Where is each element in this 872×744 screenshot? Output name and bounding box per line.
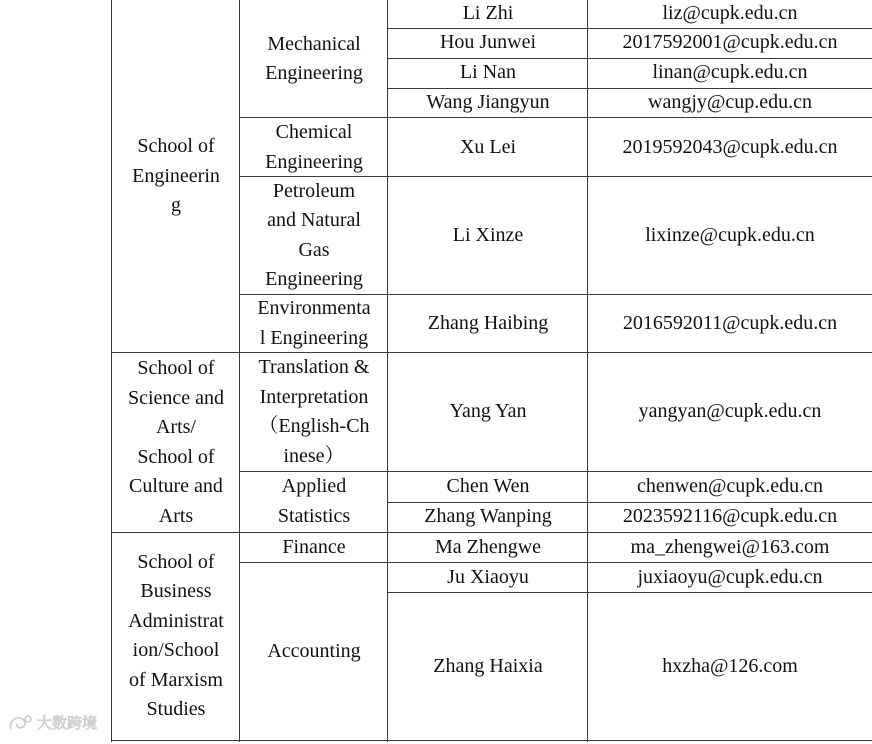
contact-name-cell: Chen Wen: [446, 474, 530, 497]
major-cell: Finance: [282, 535, 346, 558]
grid-line: [239, 0, 240, 742]
grid-line: [387, 0, 388, 742]
email-cell: liz@cupk.edu.cn: [662, 2, 798, 25]
major-cell: Petroleum and Natural Gas Engineering: [265, 179, 363, 290]
contact-name-cell: Li Nan: [459, 61, 517, 84]
grid-line: [587, 0, 588, 742]
grid-line: [388, 88, 872, 89]
grid-line: [240, 562, 872, 563]
major-cell: Environmenta l Engineering: [257, 297, 371, 349]
grid-line: [388, 58, 872, 59]
watermark: [8, 712, 97, 733]
email-cell: chenwen@cupk.edu.cn: [636, 474, 824, 497]
grid-line: [112, 352, 872, 353]
email-cell: ma_zhengwei@163.com: [630, 535, 830, 558]
grid-line: [111, 0, 112, 742]
logo-icon: [8, 714, 34, 732]
contact-name-cell: Zhang Haibing: [427, 311, 549, 334]
grid-line: [240, 176, 872, 177]
school-cell: School of Science and Arts/ School of Culture and Arts: [127, 357, 225, 527]
watermark-text: 大数跨境: [37, 714, 98, 732]
grid-line: [112, 532, 872, 533]
email-cell: 2017592001@cupk.edu.cn: [622, 31, 838, 54]
contact-name-cell: Li Zhi: [462, 2, 514, 25]
email-cell: linan@cupk.edu.cn: [652, 61, 808, 84]
grid-line: [388, 592, 872, 593]
email-cell: hxzha@126.com: [662, 654, 798, 677]
email-cell: lixinze@cupk.edu.cn: [645, 223, 815, 246]
contact-name-cell: Wang Jiangyun: [426, 91, 550, 114]
school-cell: School of Engineerin g: [132, 135, 220, 217]
contact-name-cell: Xu Lei: [459, 135, 517, 158]
contact-name-cell: Zhang Haixia: [433, 654, 543, 677]
email-cell: 2016592011@cupk.edu.cn: [622, 311, 838, 334]
major-cell: Chemical Engineering: [265, 121, 363, 173]
contact-name-cell: Ju Xiaoyu: [447, 566, 529, 589]
contact-name-cell: Hou Junwei: [439, 31, 537, 54]
email-cell: yangyan@cupk.edu.cn: [638, 400, 822, 423]
school-cell: School of Business Administrat ion/School of Marxism Studies: [128, 550, 224, 720]
contact-name-cell: Ma Zhengwe: [434, 535, 542, 558]
email-cell: juxiaoyu@cupk.edu.cn: [637, 566, 823, 589]
grid-line: [112, 740, 872, 741]
contact-name-cell: Li Xinze: [452, 223, 524, 246]
email-cell: wangjy@cup.edu.cn: [648, 91, 812, 114]
grid-line: [388, 28, 872, 29]
grid-line: [240, 471, 872, 472]
email-cell: 2023592116@cupk.edu.cn: [622, 505, 838, 528]
major-cell: Translation & Interpretation （English-Ch inese）: [258, 356, 370, 467]
grid-line: [240, 294, 872, 295]
contact-name-cell: Zhang Wanping: [424, 505, 552, 528]
major-cell: Applied Statistics: [277, 475, 351, 527]
major-cell: Mechanical Engineering: [265, 32, 363, 84]
grid-line: [240, 117, 872, 118]
grid-line: [388, 502, 872, 503]
email-cell: 2019592043@cupk.edu.cn: [622, 135, 838, 158]
major-cell: Accounting: [267, 639, 361, 662]
contact-name-cell: Yang Yan: [449, 400, 527, 423]
